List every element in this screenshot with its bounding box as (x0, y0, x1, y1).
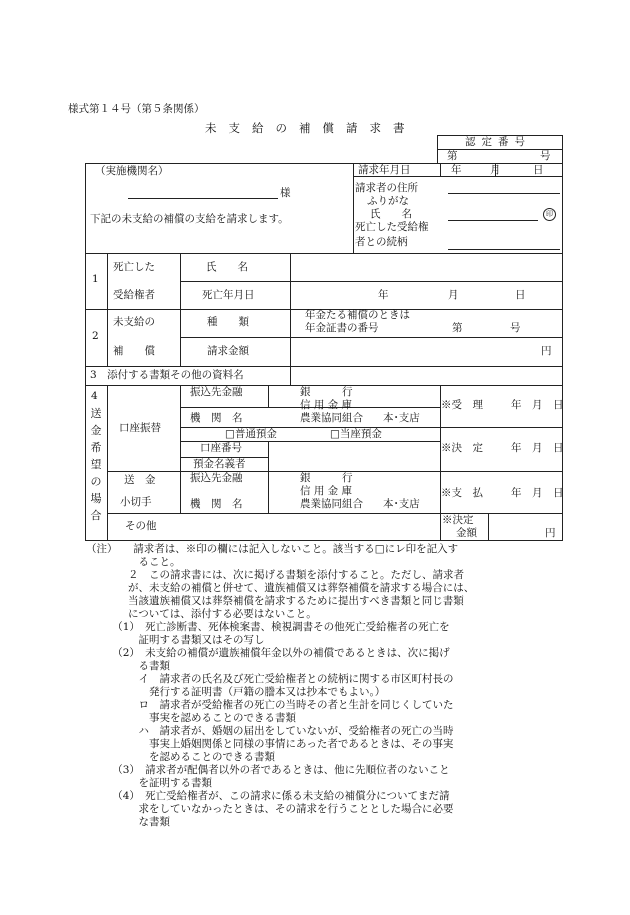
name-label: 氏 名 (370, 208, 412, 220)
date-label: 請求年月日 (358, 164, 411, 176)
status-received-date: 年 月 日 (511, 399, 564, 411)
note-line: ること。 (86, 556, 181, 568)
section4-vertical-label (89, 405, 103, 524)
check-opt-credit[interactable]: 信 用 金 庫 (300, 485, 353, 497)
account-label: 口座振替 (119, 422, 161, 434)
check-bank-label-2: 機 関 名 (190, 498, 243, 510)
vchar: 合 (90, 509, 102, 523)
status-paid-date: 年 月 日 (511, 487, 564, 499)
note-line: ロ 請求者が受給権者の死亡の当時その者と生計を同じくしていた (86, 699, 454, 711)
relation-label-1: 死亡した受給権 (355, 221, 429, 233)
vchar: 希 (90, 441, 102, 455)
vchar: 場 (90, 492, 102, 506)
amount-yen: 円 (541, 345, 552, 357)
note-line: イ 請求者の氏名及び死亡受給権者との続柄に関する市区町村長の (86, 673, 454, 685)
death-day: 日 (515, 289, 526, 301)
section3-label: 3 添付する書類その他の資料名 (90, 369, 244, 381)
seal-mark: 印 (543, 208, 556, 221)
account-branch: 本･支店 (383, 412, 420, 424)
note-line: 証明する書類又はその写し (86, 634, 265, 646)
note-line: を証明する書類 (86, 777, 212, 789)
note-line: な書類 (86, 816, 170, 828)
agency-label: （実施機関名） (95, 165, 169, 177)
death-date-label: 死亡年月日 (202, 289, 255, 301)
date-day: 日 (533, 164, 544, 176)
decided-amount-yen: 円 (545, 527, 556, 539)
decided-amount-label-2: 金額 (456, 527, 477, 539)
death-month: 月 (448, 289, 459, 301)
vchar: 送 (90, 407, 102, 420)
deceased-name-label: 氏 名 (206, 261, 248, 273)
note-line: が、未支給の補償と併せて、遺族補償又は葬祭補償を請求する場合には、 (86, 582, 475, 594)
furigana-label: ふりがな (367, 195, 409, 207)
check-bank-label-1: 振込先金融 (190, 472, 243, 484)
section1-num: 1 (92, 273, 99, 285)
note-line: については、添付する必要はないこと。 (86, 608, 317, 620)
note-line: 当該遺族補償又は葬祭補償を請求するために提出すべき書類と同じ書類 (86, 595, 464, 607)
sama-label: 様 (280, 187, 291, 199)
note-line: ２ この請求書には、次に掲げる書類を添付すること。ただし、請求者 (86, 569, 464, 581)
name-line[interactable] (448, 220, 538, 221)
relation-line[interactable] (448, 249, 560, 250)
deposit-current-checkbox[interactable]: □当座預金 (330, 428, 382, 440)
date-month: 月 (490, 164, 501, 176)
bank-opt-bank[interactable]: 銀 行 (300, 386, 353, 398)
decided-amount-label-1: ※決定 (442, 514, 474, 526)
check-opt-bank[interactable]: 銀 行 (300, 472, 353, 484)
account-bank-label-2: 機 関 名 (190, 412, 243, 424)
account-holder-label: 預金名義者 (193, 458, 246, 470)
relation-label-2: 者との続柄 (355, 236, 408, 248)
note-line: を認めることのできる書類 (86, 751, 275, 763)
other-label: その他 (125, 520, 157, 532)
pension-go: 号 (510, 322, 521, 334)
deposit-ordinary-checkbox[interactable]: □普通預金 (225, 428, 277, 440)
death-year: 年 (378, 289, 389, 301)
cert-dai: 第 (447, 150, 458, 162)
section4-num: 4 (91, 390, 98, 402)
note-line: 求をしていなかったときは、その請求を行うこととした場合に必要 (86, 803, 454, 815)
note-line: 事実を認めることのできる書類 (86, 712, 296, 724)
note-line: （3） 請求者が配偶者以外の者であるときは、他に先順位者のないこと (86, 764, 450, 776)
note-line: 発行する証明書（戸籍の謄本又は抄本でもよい。） (86, 686, 386, 698)
request-text: 下記の未支給の補償の支給を請求します。 (90, 213, 289, 225)
vchar: の (90, 475, 102, 489)
check-label-bottom: 小切手 (120, 496, 152, 508)
bank-opt-credit[interactable]: 信 用 金 庫 (300, 399, 353, 411)
check-label-top: 送 金 (124, 474, 156, 486)
bank-opt-agri[interactable]: 農業協同組合 (300, 412, 363, 424)
vchar: 望 (90, 458, 102, 472)
status-decided-label: ※決 定 (441, 442, 483, 454)
pension-dai: 第 (452, 322, 463, 334)
note-line: る書類 (86, 660, 170, 672)
account-bank-label-1: 振込先金融 (190, 386, 243, 398)
pension-note-1: 年金たる補償のときは (305, 309, 410, 321)
note-line: （1） 死亡診断書、死体検案書、検視調書その他死亡受給権者の死亡を (86, 621, 450, 633)
note-line: ハ 請求者が、婚姻の届出をしていないが、受給権者の死亡の当時 (86, 725, 454, 737)
section1-label-bottom: 受給権者 (113, 289, 155, 301)
address-label: 請求者の住所 (355, 182, 418, 194)
cert-label: 認定番号 (465, 136, 531, 148)
section2-label-top: 未支給の (113, 316, 155, 328)
status-paid-label: ※支 払 (441, 487, 483, 499)
note-line: （2） 未支給の補償が遺族補償年金以外の補償であるときは、次に掲げ (86, 647, 450, 659)
form-title: 未支給の補償請求書 (205, 121, 417, 135)
amount-label: 請求金額 (207, 345, 249, 357)
section1-label-top: 死亡した (113, 261, 155, 273)
status-decided-date: 年 月 日 (511, 442, 564, 454)
account-number-label: 口座番号 (200, 442, 242, 454)
notes-block (86, 543, 474, 829)
note-line: 事実上婚姻関係と同様の事情にあった者であるときは、その事実 (86, 738, 454, 750)
date-year: 年 (451, 164, 462, 176)
check-opt-agri[interactable]: 農業協同組合 (300, 498, 363, 510)
cert-go: 号 (540, 150, 551, 162)
address-line[interactable] (448, 193, 560, 194)
check-branch: 本･支店 (383, 498, 420, 510)
section2-label-bottom: 補 償 (113, 345, 155, 357)
type-label: 種 類 (207, 316, 249, 328)
status-received-label: ※受 理 (441, 399, 483, 411)
note-line: （4） 死亡受給権者が、この請求に係る未支給の補償分についてまだ請 (86, 790, 450, 802)
note-line: （注） 請求者は、※印の欄には記入しないこと。該当する□にレ印を記入す (86, 543, 459, 555)
pension-note-2: 年金証書の番号 (305, 322, 379, 334)
section2-num: 2 (92, 330, 99, 342)
agency-line[interactable] (128, 198, 278, 199)
form-number: 様式第１４号（第５条関係） (68, 103, 205, 115)
vchar: 金 (90, 424, 102, 438)
